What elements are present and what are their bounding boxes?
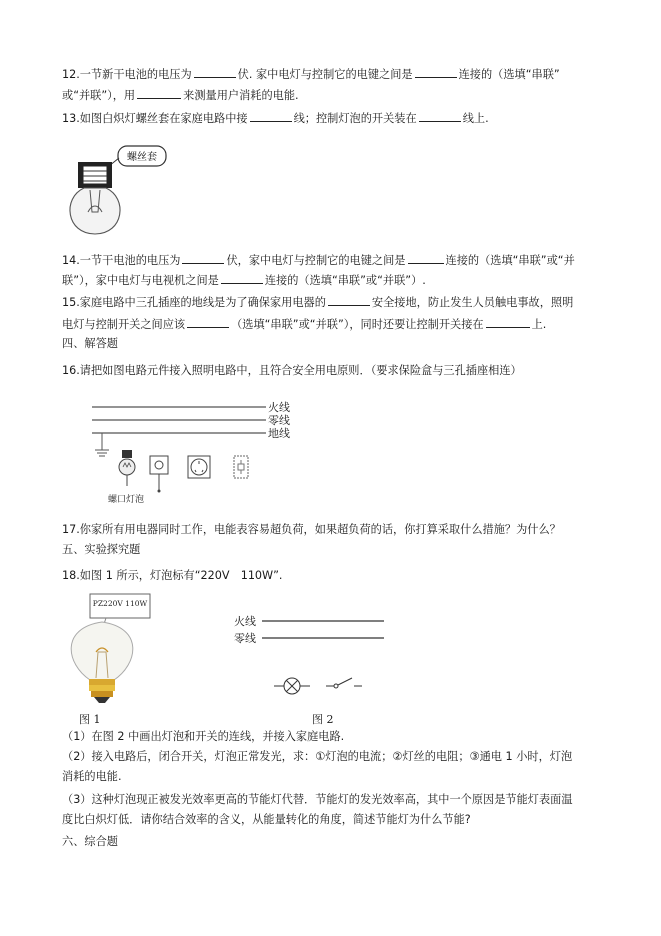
q12-text: 12.一节新干电池的电压为 <box>62 68 192 81</box>
bulb-glass <box>70 188 120 234</box>
q12-text: 来测量用户消耗的电能. <box>183 89 299 102</box>
blank <box>250 110 292 122</box>
zero-wire-label: 零线 <box>268 414 290 427</box>
section-6-title: 六、综合题 <box>62 835 118 848</box>
q16-text: 16.请把如图电路元件接入照明电路中，且符合安全用电原则．（要求保险盒与三孔插座相连） <box>62 364 522 377</box>
q15-line1 <box>62 294 573 310</box>
fire-wire-label: 火线 <box>268 401 290 414</box>
q18-part-1: （1）在图 2 中画出灯泡和开关的连线，并接入家庭电路. <box>62 730 345 743</box>
q18-part-3-line1: （3）这种灯泡现正被发光效率更高的节能灯代替．节能灯的发光效率高，其中一个原因是节能灯表面温 <box>62 793 573 806</box>
screw-bulb-icon <box>119 450 135 486</box>
q18-figure-2-circuit <box>228 610 398 700</box>
q12-text: 连接的（选填“串联” <box>458 68 560 81</box>
q14-text: 连接的（选填“串联”或“并 <box>445 254 575 267</box>
blank <box>221 272 263 284</box>
blank <box>419 110 461 122</box>
lamp-symbol-icon <box>274 678 310 694</box>
blank <box>182 252 224 264</box>
fire-wire-label: 火线 <box>234 615 256 628</box>
blank <box>187 316 229 328</box>
q15-text: 安全接地，防止发生人员触电事故，照明 <box>371 296 574 309</box>
q12-text: 或“并联”），用 <box>62 89 136 102</box>
q15-text: 15.家庭电路中三孔插座的地线是为了确保家用电器的 <box>62 296 326 309</box>
q14-text: 14.一节干电池的电压为 <box>62 254 181 267</box>
q16-circuit-figure <box>88 394 308 510</box>
blank <box>194 66 236 78</box>
q12-line2 <box>62 87 299 103</box>
bulb-tag: PZ220V 110W <box>92 599 148 608</box>
switch-icon <box>150 456 168 493</box>
q12-text: 伏. 家中电灯与控制它的电键之间是 <box>237 68 413 81</box>
q17-text: 17.你家所有用电器同时工作，电能表容易超负荷，如果超负荷的话，你打算采取什么措施？为什么？ <box>62 523 561 536</box>
q12-line1 <box>62 66 560 82</box>
figure-2-caption: 图 2 <box>312 713 334 726</box>
q14-line1 <box>62 252 575 268</box>
q14-text: 伏，家中电灯与控制它的电键之间是 <box>226 254 406 267</box>
q15-text: （选填“串联”或“并联”），同时还要让控制开关接在 <box>231 318 484 331</box>
blank <box>137 87 181 99</box>
q18-part-3-line2: 度比白炽灯低．请你结合效率的含义，从能量转化的角度，简述节能灯为什么节能? <box>62 813 471 826</box>
bulb-glass <box>71 622 133 680</box>
q15-line2 <box>62 316 546 332</box>
three-hole-socket-icon <box>188 456 210 478</box>
earth-wire-label: 地线 <box>268 427 290 440</box>
q18-part-2-line2: 消耗的电能. <box>62 770 122 783</box>
blank <box>415 66 457 78</box>
q14-text: 连接的（选填“串联”或“并联”）. <box>264 274 426 287</box>
q15-text: 上. <box>531 318 547 331</box>
section-4-title: 四、解答题 <box>62 337 118 350</box>
q18-text: 18.如图 1 所示，灯泡标有“220V 110W”. <box>62 569 283 582</box>
blank <box>408 252 444 264</box>
q18-figure-1-bulb <box>62 592 158 708</box>
q13-text: 线上. <box>462 112 489 125</box>
bulb-base-top <box>89 679 115 685</box>
fuse-box-icon <box>234 456 248 478</box>
bulb-label: 螺口灯泡 <box>108 495 145 505</box>
blank <box>486 316 530 328</box>
q13-bulb-figure <box>62 140 172 238</box>
q13-text: 线；控制灯泡的开关装在 <box>293 112 417 125</box>
q18-part-2-line1: （2）接入电路后，闭合开关，灯泡正常发光，求：①灯泡的电流；②灯丝的电阻；③通电 1 小时，灯泡 <box>62 750 573 763</box>
blank <box>328 294 370 306</box>
section-5-title: 五、实验探究题 <box>62 543 141 556</box>
q13-line <box>62 110 489 126</box>
q15-text: 电灯与控制开关之间应该 <box>62 318 186 331</box>
zero-wire-label: 零线 <box>234 632 256 645</box>
switch-symbol-icon <box>326 678 362 688</box>
screw-label: 螺丝套 <box>127 152 157 163</box>
q14-line2 <box>62 272 426 288</box>
figure-1-caption: 图 1 <box>79 713 101 726</box>
q13-text: 13.如图白炽灯螺丝套在家庭电路中接 <box>62 112 248 125</box>
q14-text: 联”），家中电灯与电视机之间是 <box>62 274 219 287</box>
